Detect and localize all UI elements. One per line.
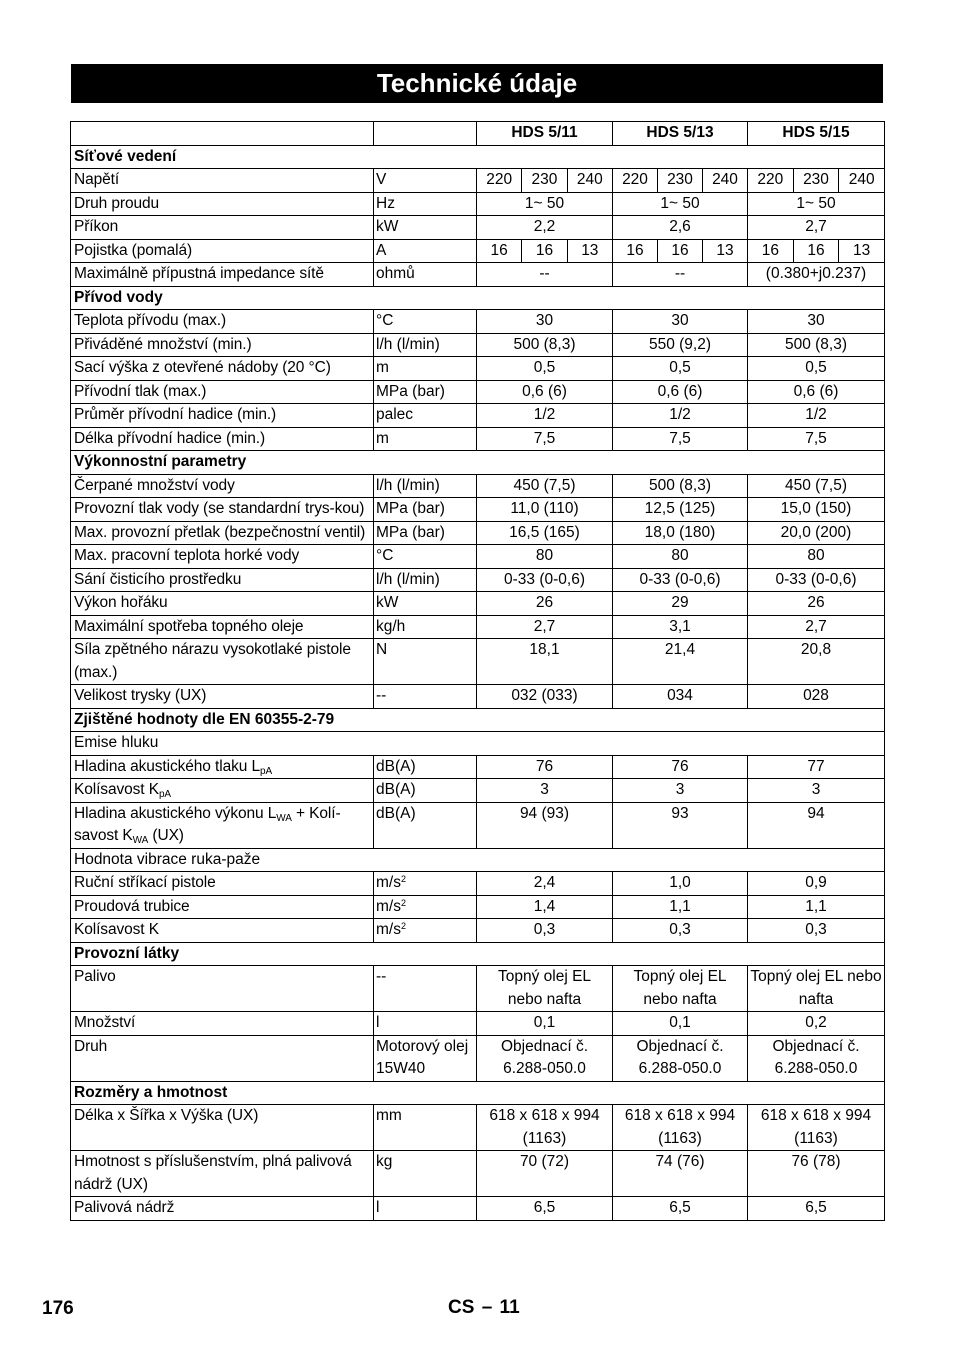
sub-value: 220: [757, 171, 784, 188]
row-unit: --: [374, 685, 477, 709]
row-value-1: Topný olej EL nebo nafta: [477, 966, 613, 1012]
row-value-2: 21,4: [613, 639, 748, 685]
table-row: [71, 404, 885, 428]
label-text: Hladina akustického tlaku L: [74, 757, 260, 775]
page-number: 176: [42, 1298, 74, 1319]
sub-value: 230: [657, 169, 702, 192]
table-row: [71, 545, 885, 569]
row-unit: [374, 872, 477, 896]
table-row: [71, 1012, 885, 1036]
row-value-3: 30: [748, 310, 885, 334]
table-row: [71, 639, 885, 685]
table-row: [71, 310, 885, 334]
row-unit: l/h (l/min): [374, 333, 477, 357]
table-row: [71, 966, 885, 1012]
row-unit: kg: [374, 1151, 477, 1197]
row-value-1: 2,4: [477, 872, 613, 896]
row-value-3: Topný olej EL nebo nafta: [748, 966, 885, 1012]
section-heading: Provozní látky: [71, 942, 885, 966]
page-title: Technické údaje: [71, 64, 883, 103]
row-unit: [374, 895, 477, 919]
row-value-3: [748, 239, 885, 263]
row-unit: A: [374, 239, 477, 263]
row-value-2: 93: [613, 802, 748, 848]
sub-value: 16: [793, 240, 839, 263]
row-value-1: 618 x 618 x 994 (1163): [477, 1105, 613, 1151]
row-label: Napětí: [71, 169, 374, 193]
row-label: Přívodní tlak (max.): [71, 380, 374, 404]
row-unit: m: [374, 427, 477, 451]
table-row: [71, 872, 885, 896]
row-unit: palec: [374, 404, 477, 428]
row-unit: °C: [374, 310, 477, 334]
table-row: [71, 685, 885, 709]
row-label: Délka x Šířka x Výška (UX): [71, 1105, 374, 1151]
row-label: Palivová nádrž: [71, 1197, 374, 1221]
row-unit: Hz: [374, 192, 477, 216]
row-value-2: 18,0 (180): [613, 521, 748, 545]
row-value-2: 1,0: [613, 872, 748, 896]
table-row: [71, 521, 885, 545]
row-value-1: 1~ 50: [477, 192, 613, 216]
row-unit: [374, 919, 477, 943]
row-label: Množství: [71, 1012, 374, 1036]
unit-superscript: 2: [400, 921, 406, 931]
row-value-2: 1~ 50: [613, 192, 748, 216]
unit-superscript: 2: [400, 874, 406, 884]
row-value-3: 028: [748, 685, 885, 709]
row-label: Druh proudu: [71, 192, 374, 216]
row-value-3: 7,5: [748, 427, 885, 451]
table-row: [71, 592, 885, 616]
sub-value: 16: [657, 240, 702, 263]
sub-value: 240: [702, 169, 747, 192]
sub-value: 240: [838, 169, 884, 192]
row-label: Proudová trubice: [71, 895, 374, 919]
table-row: [71, 357, 885, 381]
row-value-3: [748, 169, 885, 193]
header-empty-unit: [374, 122, 477, 146]
table-row: [71, 615, 885, 639]
row-value-1: 16,5 (165): [477, 521, 613, 545]
row-value-1: 80: [477, 545, 613, 569]
table-row: [71, 1035, 885, 1081]
row-value-2: 30: [613, 310, 748, 334]
row-value-2: [613, 239, 748, 263]
row-unit: dB(A): [374, 779, 477, 803]
row-label: Sací výška z otevřené nádoby (20 °C): [71, 357, 374, 381]
table-row: [71, 1105, 885, 1151]
row-label: Průměr přívodní hadice (min.): [71, 404, 374, 428]
row-value-3: 3: [748, 779, 885, 803]
row-value-1: 76: [477, 755, 613, 779]
row-label: Délka přívodní hadice (min.): [71, 427, 374, 451]
row-value-3: 0,3: [748, 919, 885, 943]
row-unit: l/h (l/min): [374, 474, 477, 498]
row-unit: dB(A): [374, 755, 477, 779]
row-value-1: 94 (93): [477, 802, 613, 848]
row-label: Druh: [71, 1035, 374, 1081]
row-value-3: 26: [748, 592, 885, 616]
section-heading: Výkonnostní parametry: [71, 451, 885, 475]
row-value-2: 12,5 (125): [613, 498, 748, 522]
table-row: [71, 427, 885, 451]
row-value-2: 550 (9,2): [613, 333, 748, 357]
row-value-1: 0,6 (6): [477, 380, 613, 404]
unit-text: m/s: [376, 921, 401, 938]
row-value-3: 15,0 (150): [748, 498, 885, 522]
row-value-3: 0,6 (6): [748, 380, 885, 404]
row-label: [71, 755, 374, 779]
sub-value: 13: [702, 240, 747, 263]
row-value-2: Topný olej EL nebo nafta: [613, 966, 748, 1012]
row-label: Pojistka (pomalá): [71, 239, 374, 263]
row-label: Síla zpětného nárazu vysokotlaké pistole (max.): [71, 639, 374, 685]
row-unit: N: [374, 639, 477, 685]
row-value-3: 0,9: [748, 872, 885, 896]
row-unit: MPa (bar): [374, 521, 477, 545]
table-row: [71, 802, 885, 848]
table-row: [71, 169, 885, 193]
language-code: CS: [448, 1297, 475, 1318]
unit-text: m/s: [376, 874, 401, 891]
row-value-1: Objednací č. 6.288-050.0: [477, 1035, 613, 1081]
row-value-2: 618 x 618 x 994 (1163): [613, 1105, 748, 1151]
row-value-1: 6,5: [477, 1197, 613, 1221]
row-value-2: 0,3: [613, 919, 748, 943]
row-value-2: 7,5: [613, 427, 748, 451]
row-value-3: 2,7: [748, 615, 885, 639]
row-value-1: 11,0 (110): [477, 498, 613, 522]
header-model-2: HDS 5/13: [613, 122, 748, 146]
table-row: [71, 333, 885, 357]
table-row: [71, 380, 885, 404]
row-unit: l/h (l/min): [374, 568, 477, 592]
label-text: Kolísavost K: [74, 781, 159, 798]
row-value-1: 500 (8,3): [477, 333, 613, 357]
row-value-1: 0,5: [477, 357, 613, 381]
table-row: [71, 568, 885, 592]
row-value-1: 2,2: [477, 216, 613, 240]
row-value-2: 80: [613, 545, 748, 569]
row-value-1: 2,7: [477, 615, 613, 639]
row-label: [71, 779, 374, 803]
sub-value: 230: [793, 169, 839, 192]
row-value-3: 618 x 618 x 994 (1163): [748, 1105, 885, 1151]
section-heading: Přívod vody: [71, 286, 885, 310]
table-row: [71, 498, 885, 522]
sub-value: 230: [521, 169, 566, 192]
label-text: (UX): [148, 827, 184, 844]
row-value-3: 20,0 (200): [748, 521, 885, 545]
row-value-2: 3: [613, 779, 748, 803]
row-value-2: 6,5: [613, 1197, 748, 1221]
row-value-3: 20,8: [748, 639, 885, 685]
row-unit: MPa (bar): [374, 498, 477, 522]
row-unit: dB(A): [374, 802, 477, 848]
unit-text: m/s: [376, 897, 401, 915]
row-value-2: 76: [613, 755, 748, 779]
row-value-3: 1/2: [748, 404, 885, 428]
row-value-2: 0,6 (6): [613, 380, 748, 404]
row-value-2: 74 (76): [613, 1151, 748, 1197]
row-label: Přiváděné množství (min.): [71, 333, 374, 357]
row-value-1: 0-33 (0-0,6): [477, 568, 613, 592]
row-value-1: 30: [477, 310, 613, 334]
row-value-2: 1,1: [613, 895, 748, 919]
label-subscript: WA: [132, 835, 149, 846]
row-label: Sání čisticího prostředku: [71, 568, 374, 592]
row-label: Výkon hořáku: [71, 592, 374, 616]
sub-value: 16: [626, 241, 644, 259]
row-unit: kW: [374, 216, 477, 240]
table-row: [71, 779, 885, 803]
table-row: [71, 1151, 885, 1197]
table-row: [71, 192, 885, 216]
row-value-3: Objednací č. 6.288-050.0: [748, 1035, 885, 1081]
row-label: Teplota přívodu (max.): [71, 310, 374, 334]
row-unit: mm: [374, 1105, 477, 1151]
row-value-2: 0,1: [613, 1012, 748, 1036]
row-value-3: 94: [748, 802, 885, 848]
table-row: [71, 895, 885, 919]
row-value-3: 450 (7,5): [748, 474, 885, 498]
row-value-3: 76 (78): [748, 1151, 885, 1197]
row-value-1: 70 (72): [477, 1151, 613, 1197]
row-value-1: 0,3: [477, 919, 613, 943]
row-unit: l: [374, 1012, 477, 1036]
row-value-3: 500 (8,3): [748, 333, 885, 357]
row-value-2: 500 (8,3): [613, 474, 748, 498]
table-row: [71, 263, 885, 287]
subheading: Hodnota vibrace ruka-paže: [71, 848, 885, 872]
header-empty: [71, 122, 374, 146]
row-label: [71, 802, 374, 848]
row-value-2: [613, 169, 748, 193]
row-value-1: 3: [477, 779, 613, 803]
row-value-1: --: [477, 263, 613, 287]
sub-value: 220: [622, 171, 648, 188]
row-value-3: 1~ 50: [748, 192, 885, 216]
table-row: [71, 755, 885, 779]
sub-value: 16: [490, 241, 508, 259]
row-value-1: [477, 239, 613, 263]
row-value-1: 18,1: [477, 639, 613, 685]
section-heading: Zjištěné hodnoty dle EN 60355-2-79: [71, 708, 885, 732]
label-subscript: WA: [276, 812, 292, 824]
row-label: Max. pracovní teplota horké vody: [71, 545, 374, 569]
table-row: [71, 919, 885, 943]
row-value-1: 032 (033): [477, 685, 613, 709]
sub-value: 220: [486, 171, 513, 188]
row-label: Příkon: [71, 216, 374, 240]
sub-value: 16: [761, 241, 779, 259]
language-page-marker: [448, 1297, 520, 1319]
row-unit: l: [374, 1197, 477, 1221]
table-row: [71, 239, 885, 263]
row-label: Provozní tlak vody (se standardní trys-kou): [71, 498, 374, 522]
sub-value: 13: [567, 240, 612, 263]
row-value-2: 1/2: [613, 404, 748, 428]
row-value-2: 0,5: [613, 357, 748, 381]
row-value-1: 1/2: [477, 404, 613, 428]
row-value-3: (0.380+j0.237): [748, 263, 885, 287]
row-label: Kolísavost K: [71, 919, 374, 943]
row-value-2: 2,6: [613, 216, 748, 240]
label-text: + Kolí-savost K: [74, 804, 341, 844]
table-row: [71, 474, 885, 498]
sub-value: 16: [521, 240, 566, 263]
label-subscript: pA: [260, 765, 273, 777]
row-value-2: 034: [613, 685, 748, 709]
separator-dash: –: [481, 1297, 493, 1318]
row-value-3: 6,5: [748, 1197, 885, 1221]
row-value-1: 7,5: [477, 427, 613, 451]
row-label: Maximálně přípustná impedance sítě: [71, 263, 374, 287]
sub-value: 13: [838, 240, 884, 263]
row-unit: MPa (bar): [374, 380, 477, 404]
row-label: Max. provozní přetlak (bezpečnostní ventil): [71, 521, 374, 545]
row-label: Palivo: [71, 966, 374, 1012]
row-label: Velikost trysky (UX): [71, 685, 374, 709]
header-model-3: HDS 5/15: [748, 122, 885, 146]
row-value-1: 26: [477, 592, 613, 616]
row-label: Hmotnost s příslušenstvím, plná palivová nádrž (UX): [71, 1151, 374, 1197]
row-value-3: 80: [748, 545, 885, 569]
row-unit: kg/h: [374, 615, 477, 639]
row-value-1: [477, 169, 613, 193]
row-label: Ruční stříkací pistole: [71, 872, 374, 896]
row-unit: ohmů: [374, 263, 477, 287]
row-label: Maximální spotřeba topného oleje: [71, 615, 374, 639]
sub-value: 240: [567, 169, 612, 192]
section-heading: Rozměry a hmotnost: [71, 1081, 885, 1105]
row-value-1: 0,1: [477, 1012, 613, 1036]
row-value-2: Objednací č. 6.288-050.0: [613, 1035, 748, 1081]
row-value-3: 2,7: [748, 216, 885, 240]
row-value-2: 3,1: [613, 615, 748, 639]
table-row: [71, 1197, 885, 1221]
row-value-1: 1,4: [477, 895, 613, 919]
row-value-1: 450 (7,5): [477, 474, 613, 498]
row-value-2: 29: [613, 592, 748, 616]
table-header-row: [71, 122, 885, 146]
row-unit: kW: [374, 592, 477, 616]
row-unit: m: [374, 357, 477, 381]
row-value-2: 0-33 (0-0,6): [613, 568, 748, 592]
row-label: Čerpané množství vody: [71, 474, 374, 498]
row-unit: --: [374, 966, 477, 1012]
label-text: Hladina akustického výkonu L: [74, 804, 277, 822]
label-subscript: pA: [158, 789, 171, 800]
subheading: Emise hluku: [71, 732, 885, 756]
row-value-3: 1,1: [748, 895, 885, 919]
unit-superscript: 2: [400, 897, 406, 908]
row-value-2: --: [613, 263, 748, 287]
technical-data-table: [70, 121, 885, 1221]
row-unit: Motorový olej 15W40: [374, 1035, 477, 1081]
row-value-3: 0-33 (0-0,6): [748, 568, 885, 592]
row-value-3: 0,5: [748, 357, 885, 381]
row-value-3: 0,2: [748, 1012, 885, 1036]
row-unit: V: [374, 169, 477, 193]
table-row: [71, 216, 885, 240]
row-value-3: 77: [748, 755, 885, 779]
section-heading: Síťové vedení: [71, 145, 885, 169]
header-model-1: HDS 5/11: [477, 122, 613, 146]
row-unit: °C: [374, 545, 477, 569]
language-page-number: 11: [499, 1297, 520, 1318]
